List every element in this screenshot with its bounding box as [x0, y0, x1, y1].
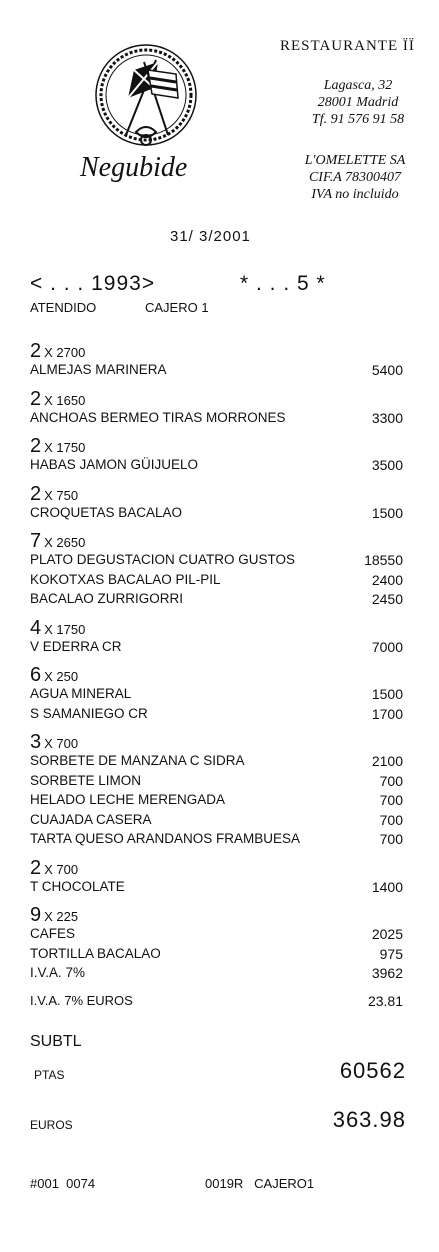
iva-euros-label: I.V.A. 7% EUROS	[30, 993, 133, 1008]
unit-price: X 1750	[44, 621, 86, 637]
item-name: ALMEJAS MARINERA	[30, 362, 167, 377]
quantity-count: 3	[30, 731, 42, 753]
quantity-count: 4	[30, 616, 42, 639]
item-name: TORTILLA BACALAO	[30, 945, 161, 961]
item-name: I.V.A. 7%	[30, 965, 86, 980]
quantity-count: 9	[30, 904, 42, 926]
item-amount: 1500	[371, 504, 403, 521]
company-cif: CIF.A 78300407	[308, 170, 402, 185]
item-amount: 700	[379, 831, 403, 847]
item-name: V EDERRA CR	[30, 638, 122, 654]
footer-right: 0019R CAJERO1	[205, 1176, 315, 1191]
item-name: CUAJADA CASERA	[30, 811, 152, 827]
item-amount: 3962	[371, 965, 403, 981]
quantity-line	[30, 617, 85, 640]
quantity-line	[30, 857, 78, 880]
address-block	[288, 77, 428, 128]
item-amount: 2100	[371, 753, 403, 769]
address-street: Lagasca, 32	[323, 78, 393, 93]
quantity-count: 2	[30, 387, 42, 410]
quantity-count: 6	[30, 664, 42, 686]
ptas-amount: 60562	[339, 1058, 406, 1083]
item-amount: 2025	[371, 926, 403, 942]
unit-price: X 250	[44, 669, 79, 684]
subtotal-label: SUBTL	[30, 1033, 82, 1050]
unit-price: X 1750	[44, 440, 86, 455]
euros-label: EUROS	[30, 1118, 73, 1132]
item-name: TARTA QUESO ARANDANOS FRAMBUESA	[30, 831, 301, 846]
item-name: ANCHOAS BERMEO TIRAS MORRONES	[30, 409, 286, 425]
item-name: CAFES	[30, 926, 76, 941]
unit-price: X 750	[44, 487, 79, 503]
unit-price: X 2650	[44, 535, 86, 550]
euros-amount: 363.98	[332, 1107, 406, 1132]
address-phone: Tf. 91 576 91 58	[311, 112, 405, 127]
unit-price: X 700	[44, 736, 79, 751]
quantity-count: 7	[30, 530, 42, 552]
item-name: HABAS JAMON GÜIJUELO	[30, 457, 199, 472]
company-block	[280, 152, 430, 203]
ticket-number: < . . . 1993>	[30, 272, 156, 295]
quantity-count: 2	[30, 856, 42, 879]
company-iva-note: IVA no incluido	[311, 187, 399, 202]
item-amount: 700	[379, 792, 403, 808]
item-name: AGUA MINERAL	[30, 686, 132, 701]
cashier-label: CAJERO 1	[145, 300, 209, 315]
unit-price: X 1650	[44, 392, 86, 408]
iva-euros-amount: 23.81	[367, 993, 403, 1009]
crossed-flags-emblem-icon	[86, 40, 206, 155]
item-amount: 975	[379, 945, 403, 962]
quantity-line	[30, 483, 78, 506]
quantity-line	[30, 731, 78, 754]
item-amount: 5400	[371, 362, 403, 378]
quantity-count: 2	[30, 435, 42, 457]
quantity-line	[30, 340, 85, 363]
quantity-line	[30, 530, 85, 553]
quantity-line	[30, 388, 85, 411]
item-amount: 1400	[371, 878, 403, 895]
address-city: 28001 Madrid	[317, 95, 399, 110]
item-amount: 1700	[371, 705, 403, 722]
item-name: SORBETE DE MANZANA C SIDRA	[30, 753, 245, 768]
restaurant-name: RESTAURANTE ÏÏ	[280, 38, 415, 54]
quantity-count: 2	[30, 482, 42, 505]
logo-wordmark: Negubide	[80, 152, 188, 183]
unit-price: X 225	[44, 909, 79, 924]
item-amount: 3500	[371, 457, 403, 473]
table-number: * . . . 5 *	[240, 272, 326, 295]
item-amount: 7000	[371, 638, 403, 655]
receipt-date: 31/ 3/2001	[170, 228, 251, 245]
footer-left: #001 0074	[30, 1176, 96, 1191]
quantity-line	[30, 435, 85, 458]
item-amount: 2450	[371, 591, 403, 607]
item-name: BACALAO ZURRIGORRI	[30, 591, 184, 606]
item-amount: 3300	[371, 409, 403, 426]
item-amount: 18550	[364, 552, 403, 568]
unit-price: X 700	[44, 861, 79, 877]
item-name: SORBETE LIMON	[30, 772, 142, 788]
item-name: T CHOCOLATE	[30, 878, 125, 894]
item-name: KOKOTXAS BACALAO PIL-PIL	[30, 571, 221, 587]
restaurant-logo	[78, 40, 208, 190]
unit-price: X 2700	[44, 345, 86, 360]
item-name: PLATO DEGUSTACION CUATRO GUSTOS	[30, 552, 296, 567]
attended-label: ATENDIDO	[30, 300, 97, 315]
quantity-line	[30, 904, 78, 927]
item-name: S SAMANIEGO CR	[30, 705, 148, 721]
quantity-line	[30, 664, 78, 687]
item-name: HELADO LECHE MERENGADA	[30, 792, 226, 807]
quantity-count: 2	[30, 340, 42, 362]
ptas-label: PTAS	[34, 1068, 65, 1082]
item-amount: 1500	[371, 686, 403, 702]
company-name: L'OMELETTE SA	[304, 153, 406, 168]
item-amount: 700	[379, 811, 403, 828]
item-amount: 2400	[371, 571, 403, 588]
item-amount: 700	[379, 772, 403, 789]
item-name: CROQUETAS BACALAO	[30, 504, 183, 520]
